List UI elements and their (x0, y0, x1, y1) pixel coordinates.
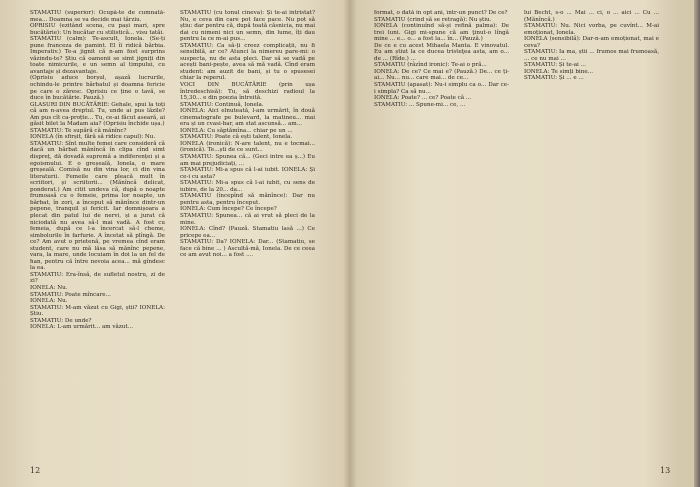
right-page-column-2 (524, 10, 659, 450)
paragraph: IONELA: Aici elnuteată, l-am urmărit, în două cinematografe pe bulevard, la matineu... mai era și un cvasi-bar, am stat ascunsă... am... (180, 108, 315, 128)
paragraph: IONELA: Cînd? (Pauză. Stamatiu lasă ...) Ce pricepe ea... (180, 226, 315, 239)
paragraph: OPRISIU (ezitând scena, cu pași mari, spre bucătărie): Un bucătar cu stilistică... visu tatăi. (30, 23, 165, 36)
paragraph: STAMATIU: Da? IONELA: Dar... (Stamatiu, se face că bine ... ) Ascultă-mă, Ionela. De ce ceea ce am avut noi... a fost .... (180, 239, 315, 259)
paragraph: IONELA: De ce? Ce mai e? (Pauză.) De... ce ți-ai... Nu... nu... care mai... de ce... (374, 68, 509, 82)
paragraph: STAMATIU (superior): Ocupă-te de cumnată-mea... Doamna se va decide mai târziu. (30, 10, 165, 23)
paragraph: STAMATIU: ... Spune-mi... ce, ... (374, 101, 466, 108)
paragraph: IONELA: Nu. (30, 298, 68, 305)
right-page-column-1 (374, 10, 509, 450)
paragraph: STAMATIU: Sînt multe femei care consideră că dacă un bărbat mănîncă în clipa cînd simt dispreț, dă dovadă supremă a indiferenței și a egoismului. E o greșeală, Ionela, o mare greșeală. Comisă nu din vina lor, ci din vina literaturii. Femeile care pleacă mult în scriitori, și scriitorii... (Mănîncă delicat, ponderat.) Am citit undeva că, după o noapte frumoasă cu o femeie, prima lor noapte, un bărbat, în zori, a început să mănînce dintr-un pepene, tranquil și fericit. Iar domnișoara a plecat din patul lui de nervi, și a jurat că niciodată nu avea să-l mai vadă. A fost cu femeia, după ce l-a încercat să-l cheme, simbolurile în farfurie. A încetat să plîngă. De ce? Am avut o prietenă, pe vremea cînd eram student, care nu mă lăsa să mănînc pepene, vara, la mare, unde locuiam în doi la un fel de han, pentru că între nevoia acea... mă gîndesc la ea. (30, 140, 165, 272)
paragraph: format, o dată în opt ani, într-un punct? De ce? (374, 10, 508, 16)
paragraph: STAMATIU: Te supără că mănînc? (30, 127, 127, 134)
paragraph: STAMATIU (râzînd ironic): Te-ai o pră... (374, 62, 487, 69)
paragraph: STAMATIU (începînd să mănînce): Dar nu pentru asta, pentru început. (180, 193, 315, 206)
left-page-number: 12 (30, 466, 41, 475)
paragraph: STAMATIU: Mi-a spus că l-ai iubit, cu sens de iubire, de la 20... da... (180, 180, 315, 193)
paragraph: STAMATIU: Și ... e ... (524, 75, 584, 82)
paragraph: STAMATIU: Spunea că... (Geci intre ea ș...) Eu am mai prejudiciați, ... (180, 154, 315, 167)
paragraph: STAMATIU (crind să se retragă): Nu știu. (374, 16, 492, 23)
paragraph: lui Becht, s-o ... Mai ... ci, o ... aici ... Cu ... (Mănîncă.) (524, 10, 659, 23)
paragraph: IONELA (sensibilă): Dar-n-am emoționat, mai e ceva? (524, 36, 659, 49)
paragraph: STAMATIU: Poate că ești talent, Ionela. (180, 134, 293, 141)
left-page-column-2 (180, 10, 315, 450)
paragraph: STAMATIU: Spunea... că ai vrut să pleci de la mine. (180, 212, 315, 226)
right-page (352, 0, 694, 487)
left-page-column-1 (30, 10, 165, 450)
paragraph: De ce e cu acest Mihaela Manta. E vinovatul. Eu am știut la ce ducea tristeţea asta, am o... de ... (Rîde.) ... (374, 42, 509, 62)
paragraph: (Oprisiu aduce borșul, așază lucrurile, ochindu-le printre bărbatul și doamna fericie pe care o zăresc. Oprisiu ce ține o tavă, se duce în bucătărie. Pauză.) (30, 75, 165, 102)
paragraph: STAMATIU: Mi-a spus că l-ai iubit. IONELA: Și ce-i cu asta? (180, 167, 315, 180)
paragraph: IONELA: Nu. (30, 284, 68, 291)
paragraph: STAMATIU (cu tonul cineva): Și te-ai întristat? Nu, e ceva din care pot face pace. Nu pot să știu: dar pentru că, după toată căsnicia, nu mai dai cu nimeni nici un semn, din lume, îți dau pentru la ce m-ai pus... (180, 10, 315, 43)
paragraph: GLASURI DIN BUCĂTĂRIE: Gehale, spui la toți că am n-avea dreptul. Tu, unde ai pus lăzile? Am pus cît ca-proțte... Tu, ce-ai făcut aseară, ai găsit bilet la Madam aia? (Oprisiu închide ușa.) (30, 101, 165, 128)
paragraph: STAMATIU: Și te-ai ... (524, 62, 586, 69)
paragraph: IONELA: Poate? ... ce? Poate că ... (374, 95, 472, 102)
paragraph: IONELA: L-am urmărit... am văzut... (30, 324, 133, 331)
right-page-number: 13 (660, 466, 671, 475)
paragraph: STAMATIU: Nu. Nici vorba, pe cuvînt... M-ai emoționat, Ionela. (524, 23, 659, 36)
paragraph: STAMATIU: De unde? (30, 317, 92, 324)
left-page (0, 0, 348, 487)
paragraph: IONELA (ironică): N-are talent, nu e tocmai... (ironică). Te...ști de ce sunt... (180, 140, 315, 154)
paragraph: STAMATIU: M-am văzut cu Gigi, știi? IONELA: Știu. (30, 304, 165, 318)
paragraph: STAMATIU: Poate mîncare... (30, 291, 111, 298)
paragraph: IONELA (continuînd să-și refină palma): De trei luni. Gigi mi-spune că am ţinut-o lîngă mine ... e... o... a fost la... în... (Pauză.) (374, 23, 509, 43)
paragraph: STAMATIU: Era-însă, de sufletul nostru, zi de zi? (30, 271, 165, 285)
paragraph: STAMATIU (calm): Te-ascult, Ionela. (Se-ți pune franceza de pamint. El îi ridică bărbia. Imperativ.) Te-a jignit că n-am fost surprins văzindu-te? Știu că oamenii se simt jigniți din toate nimicurile, e un semn al timpului, cu avantaje și dezavantaje. (30, 36, 165, 75)
paragraph: VOCI DIN BUCĂTĂRIE (prin ușa întredeschisă): Tu, să deschizi radioul la 15,30... e din poezia întreită. (180, 82, 315, 102)
paragraph: STAMATIU: Continuă, Ionela. (180, 101, 264, 108)
paragraph: STAMATIU: Ca să-ți creez complicații, nu fi sensibilă, ar ce? Atunci la nimereu pare-mi: o suspecta, nu de asta pleci. Dar să se vadă pe acești bani-pește, avea să mă vadă. Cînd eram student: am auzit de bani, și tu o spusesei chiar la reperul. (180, 42, 315, 82)
paragraph: IONELA (în sfirșit, fără să ridice capul): Nu. (30, 134, 156, 141)
paragraph: STAMATIU: Ia ma, știi ... frumos mai frumoasă, ... ce nu mai ... (524, 49, 659, 62)
paragraph: STAMATIU (apasat): Nu-i simplu ca o... Dar ce-i simpla? Ca să nu... (374, 82, 509, 95)
paragraph: IONELA: Cu săptămîna... chiar pe un ... (180, 127, 293, 134)
book-edge (694, 0, 700, 487)
paragraph: IONELA: Cum începe? Ce începe? (180, 206, 277, 213)
paragraph: IONELA: Te simți bine... (524, 68, 593, 75)
